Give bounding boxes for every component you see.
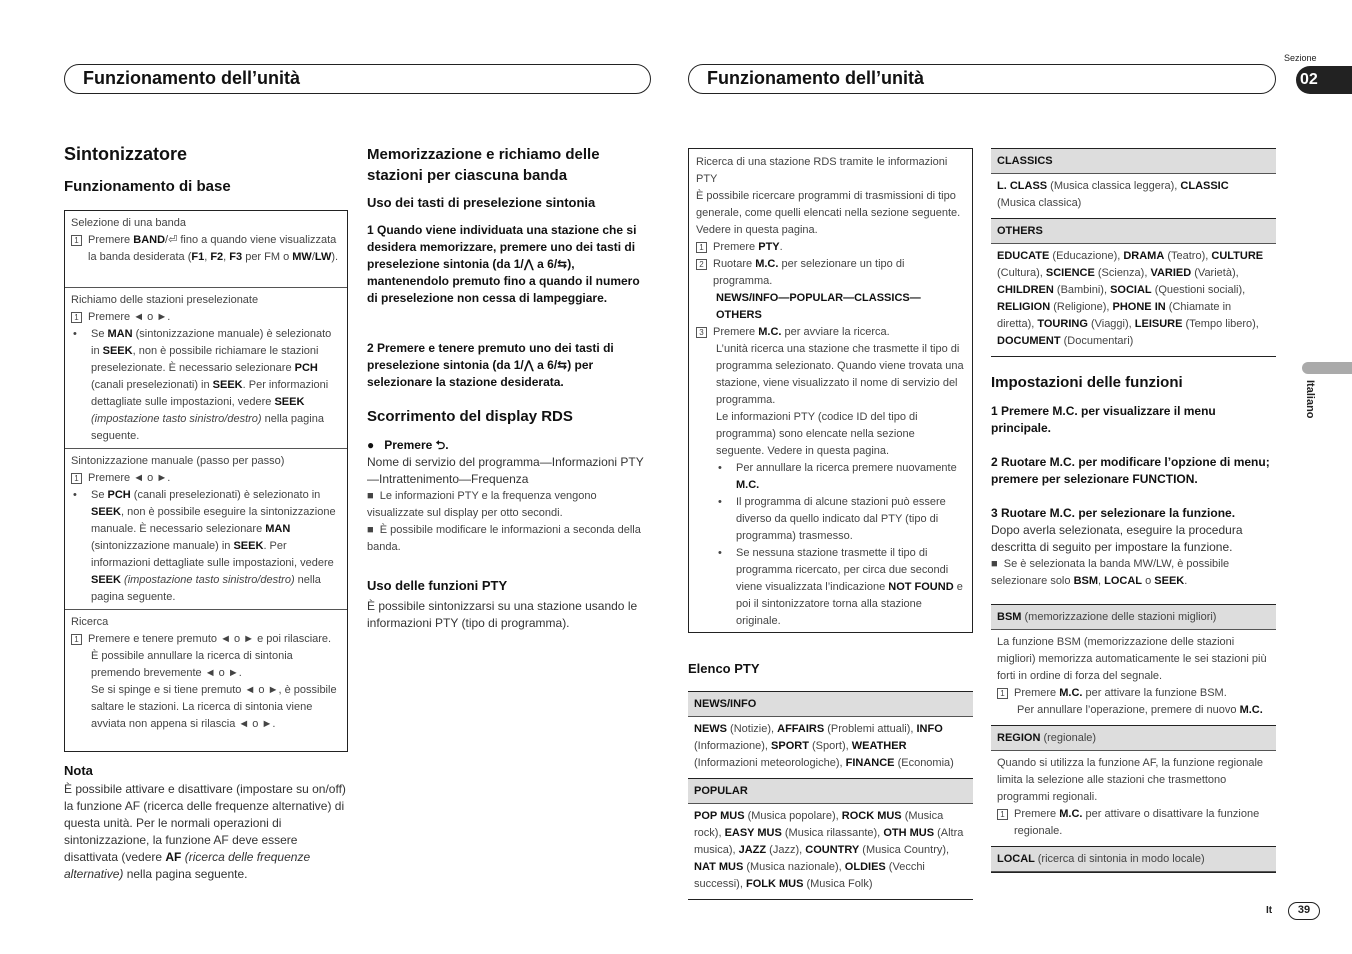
preset-keys-subtitle: Uso dei tasti di preselezione sintonia [367,195,596,210]
pty-table-1 [688,691,973,900]
function-table [991,604,1276,873]
section-label: Sezione [1284,53,1317,63]
pty-options: NEWS/INFO—POPULAR—CLASSICS—OTHERS [716,292,921,321]
note-title: Nota [64,763,93,778]
left-section-header [64,64,651,94]
cell-heading: Sintonizzazione manuale (passo per passo) [71,455,285,467]
rds-text: Nome di servizio del programma—Informazioni PTY—Intrattenimento—Frequenza [367,455,644,486]
pty-title: Uso delle funzioni PTY [367,578,508,593]
bsm-header: BSM (memorizzazione delle stazioni migliori) [991,605,1276,630]
right-section-header [688,64,1276,94]
function-step-3-text: Dopo averla selezionata, eseguire la procedura descritta di seguito per impostare la funzione. [991,523,1243,554]
pty-table-2 [991,148,1276,357]
basic-operation-box [64,210,348,752]
news-info-body: NEWS (Notizie), AFFAIRS (Problemi attuali), INFO (Informazione), SPORT (Sport), WEATHER (Informazioni meteorologiche), FINANCE (Economia) [694,723,954,769]
popular-body: POP MUS (Musica popolare), ROCK MUS (Musica rock), EASY MUS (Musica rilassante), OTH MUS (Altra musica), JAZZ (Jazz), COUNTRY (Musica Country), NAT MUS (Musica nazionale), OLDIES (Vecchi successi), FOLK MUS (Musica Folk) [694,810,964,890]
left-section-title: Funzionamento dell’unità [83,68,300,88]
popular-header: POPULAR [688,778,973,804]
pty-list-title: Elenco PTY [688,661,760,676]
pty-text: È possibile sintonizzarsi su una stazione usando le informazioni PTY (tipo di programma). [367,599,638,630]
page-number: 39 [1288,902,1320,920]
seek-cell: Ricerca 1 Premere e tenere premuto ◄ o ► e poi rilasciare. È possibile annullare la ricerca di sintonia premendo brevemente ◄ o ►. Se si spinge e si tiene premuto ◄ o ►, è possibile saltare le stazioni. La ricerca di sintonia viene avviata non appena si rilascia ◄ o ►. [65,610,347,751]
preset-step-1: 1 Quando viene individuata una stazione che si desidera memorizzare, premere uno dei tasti di preselezione sintonia (da 1/⋀ a 6/⇆), mantenendolo premuto fino a quando il numero di preselezione non cessa di lampeggiare. [367,223,640,305]
classics-body: L. CLASS (Musica classica leggera), CLASSIC (Musica classica) [997,180,1229,209]
bsm-body: La funzione BSM (memorizzazione delle stazioni migliori) memorizza automaticamente le sei stazioni più forti in ordine di forza del segnale. 1 Premere M.C. per attivare la funzione BSM. Per annullare l’operazione, premere di nuovo M.C. [997,636,1267,716]
region-body: Quando si utilizza la funzione AF, la funzione regionale limita la selezione alle stazioni che trasmettono programmi regionali. 1 Premere M.C. per attivare o disattivare la funzione regionale. [997,757,1264,837]
rds-note-1: ■ Le informazioni PTY e la frequenza vengono visualizzate sul display per otto secondi. [367,490,597,519]
rds-note-2: ■ È possibile modificare le informazioni a seconda della banda. [367,524,641,553]
cell-heading: Richiamo delle stazioni preselezionate [71,294,259,306]
others-header: OTHERS [991,218,1276,244]
language-label: Italiano [1304,380,1316,419]
preset-step-2: 2 Premere e tenere premuto uno dei tasti di preselezione sintonia (da 1/⋀ a 6/⇆) per selezionare la stazione desiderata. [367,341,614,389]
pty-search-box: Ricerca di una stazione RDS tramite le informazioni PTY È possibile ricercare programmi di trasmissioni di tipo generale, come quelli elencati nella sezione seguente. Vedere in questa pagina. 1 Premere PTY. 2 Ruotare M.C. per selezionare un tipo di programma. NEWS/INFO—POPULAR—CLASSICS—OTHERS 3 Premere M.C. per avviare la ricerca. L’unità ricerca una stazione che trasmette il tipo di programma selezionato. Quando viene trovata una stazione, viene visualizzato il nome di servizio del programma. Le informazioni PTY (codice ID del tipo di programma) sono elencate nella sezione seguente. Vedere in questa pagina. • Per annullare la ricerca premere nuovamente M.C. • Il programma di alcune stazioni può essere diverso da quello indicato dal PTY (tipo di programma) trasmesso. • Se nessuna stazione trasmette il tipo di programma ricercato, per circa due secondi viene visualizzata l’indicazione NOT FOUND e poi il sintonizzatore torna alla stazione originale. [688,148,973,633]
section-number-badge: 02 [1296,66,1352,94]
note-text: È possibile attivare e disattivare (impostare su on/off) la funzione AF (ricerca delle frequenze alternative) di questa unità. Per le normali operazioni di sintonizzazione, la funzione AF deve essere disattivata (vedere AF (ricerca delle frequenze alternative) nella pagina seguente. [64,782,346,881]
manual-tuning-cell: Sintonizzazione manuale (passo per passo) 1 Premere ◄ o ►. • Se PCH (canali preselezionati) è selezionato in SEEK, non è possibile eseguire la sintonizzazione manuale. È necessario selezionare MAN (sintonizzazione manuale) in SEEK. Per informazioni dettagliate sulle impostazioni, vedere SEEK (impostazione tasto sinistro/destro) nella pagina seguente. [65,449,347,610]
language-tab-marker [1302,362,1352,374]
col1-subtitle: Funzionamento di base [64,178,231,195]
cell-heading: Ricerca [71,616,109,628]
function-step-1: 1 Premere M.C. per visualizzare il menu principale. [991,404,1216,435]
local-header: LOCAL (ricerca di sintonia in modo locale) [991,846,1276,872]
region-header: REGION (regionale) [991,725,1276,751]
col2-title: Memorizzazione e richiamo delle stazioni per ciascuna banda [367,146,600,184]
function-settings-title: Impostazioni delle funzioni [991,374,1183,391]
right-section-title: Funzionamento dell’unità [707,68,924,88]
classics-header: CLASSICS [991,149,1276,174]
pty-search-heading: Ricerca di una stazione RDS tramite le informazioni PTY [696,156,948,185]
function-note: ■ Se è selezionata la banda MW/LW, è possibile selezionare solo BSM, LOCAL o SEEK. [991,558,1230,587]
others-body: EDUCATE (Educazione), DRAMA (Teatro), CULTURE (Cultura), SCIENCE (Scienza), VARIED (Varietà), CHILDREN (Bambini), SOCIAL (Questioni sociali), RELIGION (Religione), PHONE IN (Chiamate in diretta), TOURING (Viaggi), LEISURE (Tempo libero), DOCUMENT (Documentari) [997,250,1264,347]
page-language: It [1266,905,1273,916]
rds-press: ● Premere ⮌. [367,438,449,452]
pty-search-intro: È possibile ricercare programmi di trasmissioni di tipo generale, come quelli elencati nella sezione seguente. Vedere in questa pagina. [696,190,961,236]
col1-title: Sintonizzatore [64,144,188,164]
cell-heading: Selezione di una banda [71,217,186,229]
rds-scroll-title: Scorrimento del display RDS [367,408,573,425]
function-step-2: 2 Ruotare M.C. per modificare l’opzione di menu; premere per selezionare FUNCTION. [991,455,1270,486]
news-info-header: NEWS/INFO [688,692,973,717]
function-step-3: 3 Ruotare M.C. per selezionare la funzione. [991,506,1236,520]
band-select-cell: Selezione di una banda 1 Premere BAND/⏎ fino a quando viene visualizzata la banda desiderata (F1, F2, F3 per FM o MW/LW). [65,211,347,288]
preset-recall-cell: Richiamo delle stazioni preselezionate 1 Premere ◄ o ►. • Se MAN (sintonizzazione manuale) è selezionato in SEEK, non è possibile richiamare le stazioni preselezionate. È necessario selezionare PCH (canali preselezionati) in SEEK. Per informazioni dettagliate sulle impostazioni, vedere SEEK (impostazione tasto sinistro/destro) nella pagina seguente. [65,288,347,449]
